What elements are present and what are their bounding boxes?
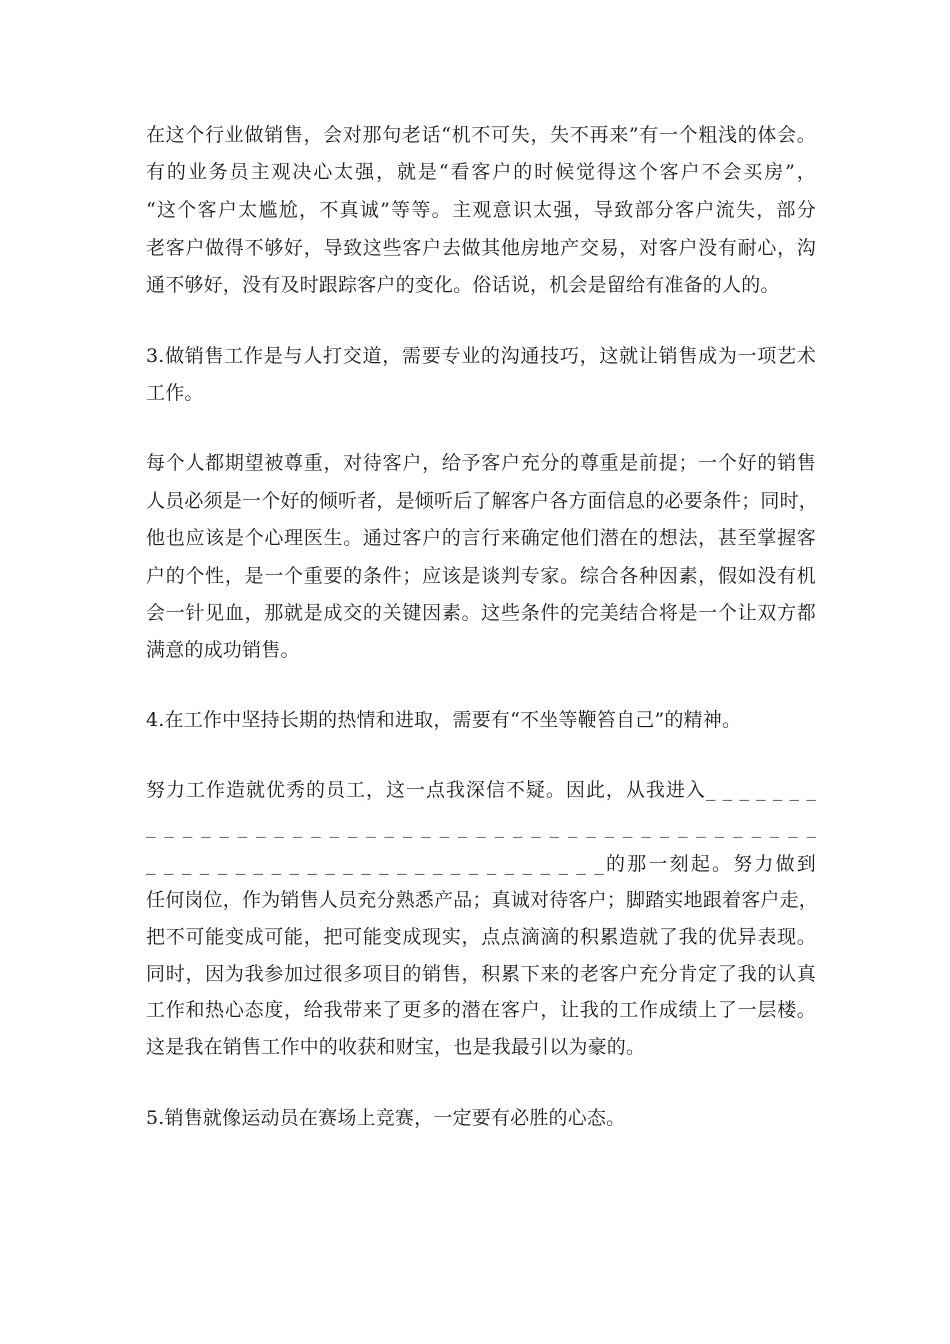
paragraph-3-blank-line: _ _ _ _ _ _ _ _ _ _ _ _ _ _ _ _ _ _ _ _ _ _ _ _ _ _ _ _ _ _ _ _ _ _ _ _ _ bbox=[146, 816, 816, 838]
paragraph-2-line-5: 会一针见血，那就是成交的关键因素。这些条件的完美结合将是一个让双方都 bbox=[146, 602, 816, 624]
paragraph-2-line-3: 他也应该是个心理医生。通过客户的言行来确定他们潜在的想法，甚至掌握客 bbox=[146, 527, 816, 549]
paragraph-3-line-3: _ _ _ _ _ _ _ _ _ _ _ _ _ _ _ _ _ _ _ _ _ _ _ _ _ _的那一刻起。努力做到 bbox=[146, 853, 816, 875]
section-3-heading-line-1: 3.做销售工作是与人打交道，需要专业的沟通技巧，这就让销售成为一项艺术 bbox=[146, 345, 816, 367]
paragraph-3-line-8: 这是我在销售工作中的收获和财宝，也是我最引以为豪的。 bbox=[146, 1036, 646, 1058]
paragraph-2-line-1: 每个人都期望被尊重，对待客户，给予客户充分的尊重是前提；一个好的销售 bbox=[146, 452, 816, 474]
section-3-heading-line-2: 工作。 bbox=[146, 382, 204, 404]
paragraph-3-line-6: 同时，因为我参加过很多项目的销售，积累下来的老客户充分肯定了我的认真 bbox=[146, 963, 816, 985]
paragraph-2-line-6: 满意的成功销售。 bbox=[146, 639, 300, 661]
paragraph-1-line-1: 在这个行业做销售，会对那句老话“机不可失，失不再来”有一个粗浅的体会。 bbox=[146, 124, 816, 146]
paragraph-1-line-4: 老客户做得不够好，导致这些客户去做其他房地产交易，对客户没有耐心，沟 bbox=[146, 237, 816, 259]
paragraph-1-line-5: 通不够好，没有及时跟踪客户的变化。俗话说，机会是留给有准备的人的。 bbox=[146, 274, 780, 296]
section-5-heading: 5.销售就像运动员在赛场上竞赛，一定要有必胜的心态。 bbox=[146, 1107, 626, 1129]
paragraph-2-line-2: 人员必须是一个好的倾听者，是倾听后了解客户各方面信息的必要条件；同时， bbox=[146, 490, 819, 512]
paragraph-3-line-7: 工作和热心态度，给我带来了更多的潜在客户，让我的工作成绩上了一层楼。 bbox=[146, 999, 816, 1021]
paragraph-1-line-3: “这个客户太尴尬，不真诚”等等。主观意识太强，导致部分客户流失，部分 bbox=[146, 199, 816, 221]
paragraph-2-line-4: 户的个性，是一个重要的条件；应该是谈判专家。综合各种因素，假如没有机 bbox=[146, 565, 816, 587]
paragraph-3-line-4: 任何岗位，作为销售人员充分熟悉产品；真诚对待客户；脚踏实地跟着客户走， bbox=[146, 889, 819, 911]
paragraph-3-line-1: 努力工作造就优秀的员工，这一点我深信不疑。因此，从我进入_ _ _ _ _ _ _ bbox=[146, 779, 816, 801]
paragraph-3-line-5: 把不可能变成可能，把可能变成现实，点点滴滴的积累造就了我的优异表现。 bbox=[146, 926, 816, 948]
section-4-heading: 4.在工作中坚持长期的热情和进取，需要有“不坐等鞭笞自己”的精神。 bbox=[146, 709, 742, 731]
paragraph-1-line-2: 有的业务员主观决心太强，就是“看客户的时候觉得这个客户不会买房”， bbox=[146, 161, 816, 183]
